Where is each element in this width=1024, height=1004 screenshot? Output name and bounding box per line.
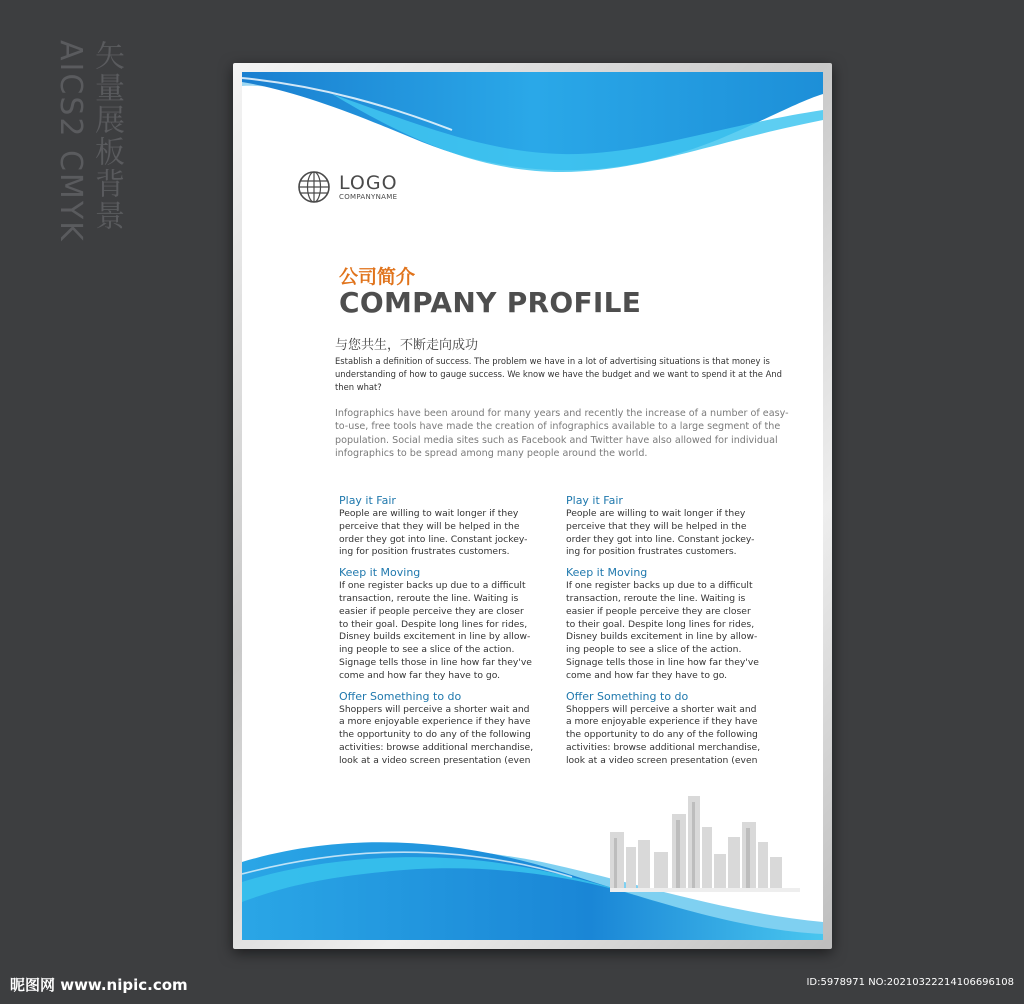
side-caption [52,40,124,243]
section-body: If one register backs up due to a difficult transaction, reroute the line. Waiting is easier if people perceive they are closer to their goal. Despite long lines for rides, Disney builds excitement in line by allow- ing people to see a slice of the action. Signage tells those in line how far they've come and how far they have to go. [566,580,759,681]
intro-paragraph-1: Establish a definition of success. The problem we have in a lot of advertising situations is that money is understanding of how to gauge success. We know we have the budget and we want to spend it at the And then what? [335,356,782,392]
poster [242,72,823,940]
globe-icon [297,170,331,204]
right-column [566,494,786,775]
section-body: People are willing to wait longer if they perceive that they will be helped in the order they got into line. Constant jockey- ing for position frustrates customers. [339,508,528,558]
section-heading: Offer Something to do [566,689,689,703]
city-skyline-icon [610,792,800,892]
section-keep-it-moving [566,566,786,682]
company-name: COMPANYNAME [339,192,398,201]
section-play-it-fair [339,494,559,559]
section-offer-something [339,690,559,768]
section-heading: Offer Something to do [339,689,462,703]
section-play-it-fair [566,494,786,559]
section-heading: Play it Fair [339,494,396,507]
poster-frame [233,63,832,949]
logo [297,170,398,204]
section-body: Shoppers will perceive a shorter wait and a more enjoyable experience if they have the opportunity to do any of the following activities: browse additional merchandise, look at a video screen presentation (even [566,703,761,766]
section-heading: Play it Fair [566,494,623,507]
side-caption-cn: 矢量展板背景 [89,40,124,232]
slogan: 与您共生，不断走向成功 [335,338,479,353]
section-body: People are willing to wait longer if they perceive that they will be helped in the order they got into line. Constant jockey- ing for position frustrates customers. [566,508,755,558]
title-en: COMPANY PROFILE [339,286,642,319]
section-offer-something [566,690,786,768]
section-heading: Keep it Moving [566,566,648,580]
footer-id: ID:5978971 NO:20210322214106696108 [806,977,1014,988]
footer-brand: 昵图网 www.nipic.com [10,976,188,994]
left-column [339,494,559,775]
intro-paragraph-2: Infographics have been around for many years and recently the increase of a number of easy-to-use, free tools have made the creation of infographics available to a large segment of the population. Social media sites such as Facebook and Twitter have also allowed for individual infographics to be spread among many people around the world. [335,408,789,460]
section-keep-it-moving [339,566,559,682]
side-caption-en: AICS2 CMYK [53,40,88,243]
section-body: If one register backs up due to a difficult transaction, reroute the line. Waiting is easier if people perceive they are closer to their goal. Despite long lines for rides, Disney builds excitement in line by allow- ing people to see a slice of the action. Signage tells those in line how far they've come and how far they have to go. [339,580,532,681]
section-body: Shoppers will perceive a shorter wait and a more enjoyable experience if they have the opportunity to do any of the following activities: browse additional merchandise, look at a video screen presentation (even [339,703,534,766]
section-heading: Keep it Moving [339,566,421,580]
title-cn: 公司简介 [339,266,416,288]
logo-text: LOGO [339,171,398,194]
